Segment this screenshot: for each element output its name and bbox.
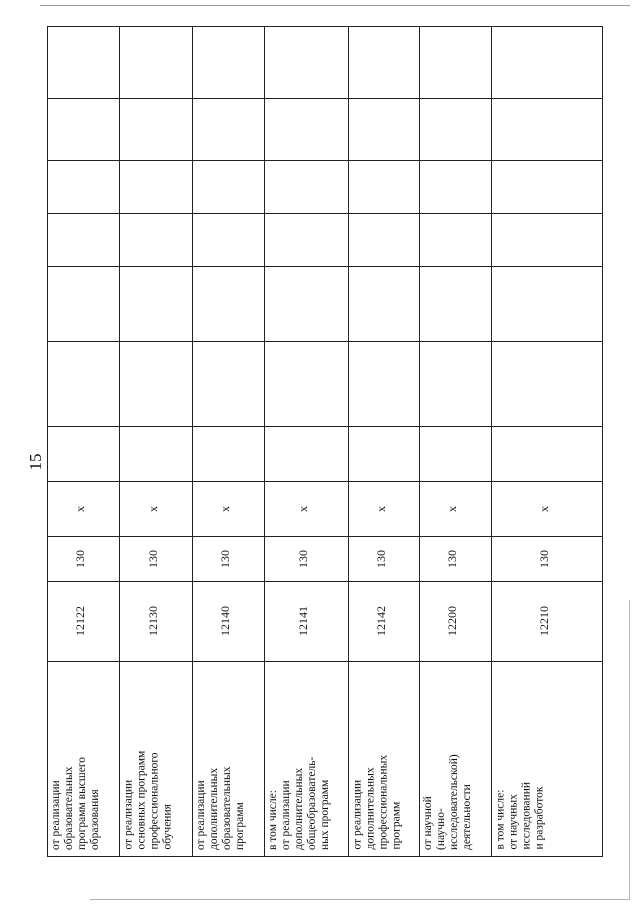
table-column-border xyxy=(47,98,603,99)
scan-edge-right xyxy=(629,600,630,900)
row-kosgu-code: 130 xyxy=(73,549,87,568)
table-row-border xyxy=(491,26,492,856)
row-kosgu-code: 130 xyxy=(445,549,459,568)
row-x-mark: x xyxy=(536,505,551,512)
table-column-border xyxy=(47,426,603,427)
financial-table xyxy=(47,26,602,856)
scan-edge-bottom xyxy=(90,899,630,900)
table-column-border xyxy=(47,266,603,267)
row-name: от реализации образовательных программ высшего образования xyxy=(50,756,101,850)
row-code: 12142 xyxy=(373,606,388,636)
scan-edge-top xyxy=(40,5,630,6)
table-row-border xyxy=(119,26,120,856)
table-row-border xyxy=(419,26,420,856)
row-x-mark: x xyxy=(73,505,87,512)
row-name: от реализации дополнительных образовательных программ xyxy=(195,765,246,850)
row-x-mark: x xyxy=(145,505,160,512)
row-code: 12122 xyxy=(73,606,87,636)
row-x-mark: x xyxy=(218,505,232,512)
row-name: от реализации дополнительных профессиональных программ xyxy=(351,754,402,850)
row-code: 12140 xyxy=(218,606,232,636)
row-kosgu-code: 130 xyxy=(296,549,310,568)
row-kosgu-code: 130 xyxy=(145,549,160,568)
row-kosgu-code: 130 xyxy=(373,549,388,568)
table-row-border xyxy=(602,26,603,856)
row-code: 12130 xyxy=(145,606,160,636)
row-name: от реализации основных программ профессионального обучения xyxy=(122,750,173,850)
table-column-border xyxy=(47,213,603,214)
row-name: от научной (научно- исследовательской) деятельности xyxy=(422,753,473,850)
table-column-border xyxy=(47,661,603,662)
row-x-mark: x xyxy=(445,505,459,512)
table-column-border xyxy=(47,26,603,27)
row-kosgu-code: 130 xyxy=(536,549,551,568)
table-row-border xyxy=(348,26,349,856)
row-code: 12210 xyxy=(536,606,551,636)
row-kosgu-code: 130 xyxy=(218,549,232,568)
table-row-border xyxy=(192,26,193,856)
table-row-border xyxy=(47,26,48,856)
page-number: 15 xyxy=(26,453,45,471)
table-column-border xyxy=(47,160,603,161)
row-name: в том числе: от научных исследований и разработок xyxy=(494,781,545,850)
table-column-border xyxy=(47,341,603,342)
row-code: 12200 xyxy=(445,606,459,636)
row-code: 12141 xyxy=(296,606,310,636)
row-x-mark: x xyxy=(296,505,310,512)
table-column-border xyxy=(47,581,603,582)
table-column-border xyxy=(47,536,603,537)
row-name: в том числе: от реализации дополнительных общеобразователь- ных программ xyxy=(267,756,331,850)
row-x-mark: x xyxy=(373,505,388,512)
table-column-border xyxy=(47,856,603,857)
table-column-border xyxy=(47,481,603,482)
table-row-border xyxy=(264,26,265,856)
